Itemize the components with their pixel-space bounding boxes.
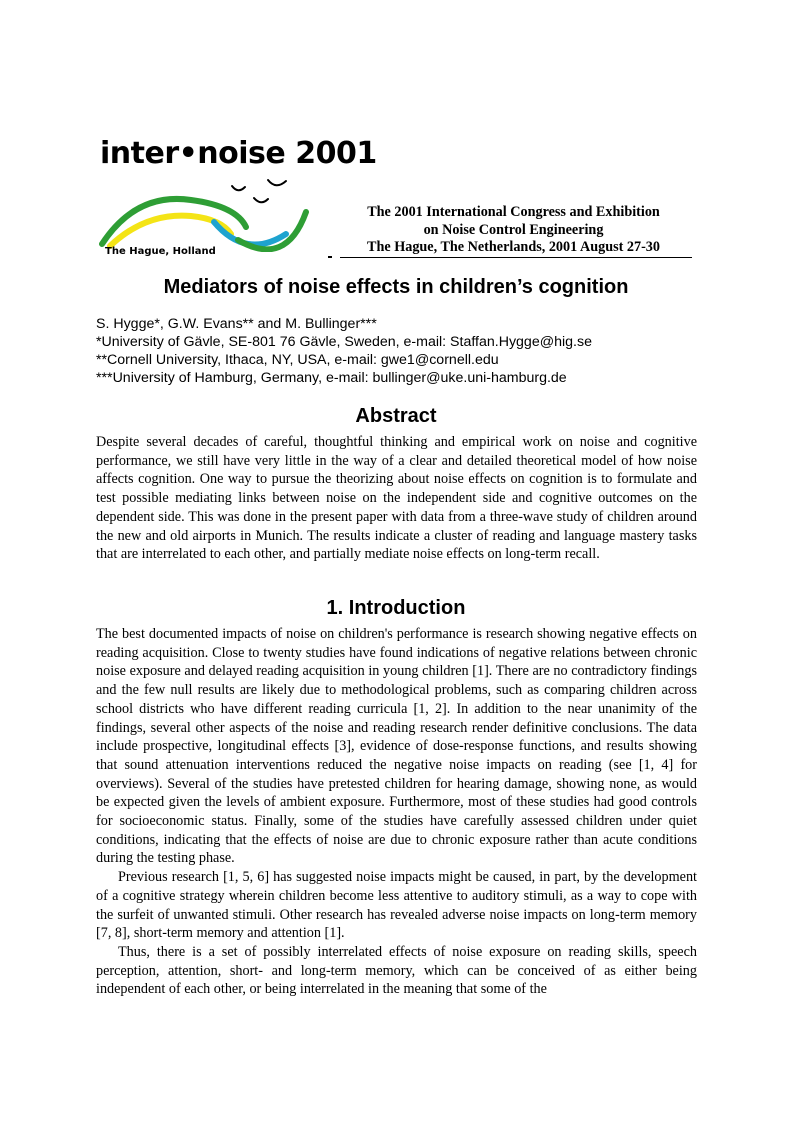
affiliation-1: *University of Gävle, SE-801 76 Gävle, Sweden, e-mail: Staffan.Hygge@hig.se [96, 334, 592, 350]
logo-place-text: The Hague, Holland [105, 246, 216, 257]
author-names: S. Hygge*, G.W. Evans** and M. Bullinger*** [96, 316, 377, 332]
header-rule [340, 257, 692, 258]
introduction-paragraph-3: Thus, there is a set of possibly interrelated effects of noise exposure on reading skills, speech perception, attention, short- and long-term memory, which can be conceived of as either being independent of each other, or being interrelated in the meaning that some of the [96, 943, 697, 998]
logo-smile-2 [268, 180, 286, 185]
paper-title: Mediators of noise effects in children’s cognition [163, 276, 629, 298]
logo-wordmark: inter•noise 2001 [100, 136, 377, 171]
affiliation-3: ***University of Hamburg, Germany, e-mail: bullinger@uke.uni-hamburg.de [96, 370, 567, 386]
abstract-heading: Abstract [355, 405, 437, 427]
introduction-paragraph-1: The best documented impacts of noise on children's performance is research showing negative effects on reading acquisition. Close to twenty studies have found indications of negative relations between chronic noise exposure and delayed reading acquisition in young children [1]. There are no contradictory findings and the few null results are likely due to methodological problems, such as comparing children across school districts who have different reading curricula [1, 2]. In addition to the near unanimity of the findings, several other aspects of the noise and reading research render definitive conclusions. The data include prospective, longitudinal effects [3], evidence of dose-response functions, and results showing that sound attenuation interventions reduced the negative noise impacts on reading (see [1, 4] for overviews). Several of the studies have pretested children for hearing damage, showing none, as would be expected given the levels of ambient exposure. Furthermore, most of these studies had good controls for socioeconomic status. Finally, some of the studies have carefully assessed children under quiet conditions, indicating that the effects of noise are due to chronic exposure rather than acute conditions during the testing phase. [96, 626, 697, 867]
affiliation-2: **Cornell University, Ithaca, NY, USA, e-mail: gwe1@cornell.edu [96, 352, 499, 368]
logo-arcs-graphic [96, 172, 336, 252]
conference-logo [96, 132, 377, 262]
header-rule-dot [328, 256, 332, 258]
logo-smile-3 [254, 198, 268, 202]
abstract-text: Despite several decades of careful, thoughtful thinking and empirical work on noise and cognitive performance, we still have very little in the way of a clear and detailed theoretical model of how noise affects cognition. One way to pursue the theorizing about noise effects on cognition is to formulate and test possible mediating links between noise on the independent side and cognitive outcomes on the dependent side. This was done in the present paper with data from a three-wave study of children around the new and old airports in Munich. The results indicate a cluster of reading and language mastery tasks that are interrelated to each other, and partially mediate noise effects on long-term recall. [96, 434, 697, 563]
conference-line-3: The Hague, The Netherlands, 2001 August 27-30 [367, 239, 660, 255]
introduction-paragraph-2: Previous research [1, 5, 6] has suggested noise impacts might be caused, in part, by the development of a cognitive strategy wherein children become less attentive to auditory stimuli, as a way to cope with the surfeit of unwanted stimuli. Other research has revealed adverse noise impacts on long-term memory [7, 8], short-term memory and attention [1]. [96, 869, 697, 942]
conference-info [336, 204, 691, 257]
conference-line-2: on Noise Control Engineering [423, 221, 604, 238]
introduction-heading: 1. Introduction [326, 597, 466, 619]
author-block [96, 315, 696, 387]
introduction-body [96, 625, 697, 999]
conference-line-1: The 2001 International Congress and Exhibition [367, 204, 660, 220]
logo-smile-1 [232, 186, 245, 190]
